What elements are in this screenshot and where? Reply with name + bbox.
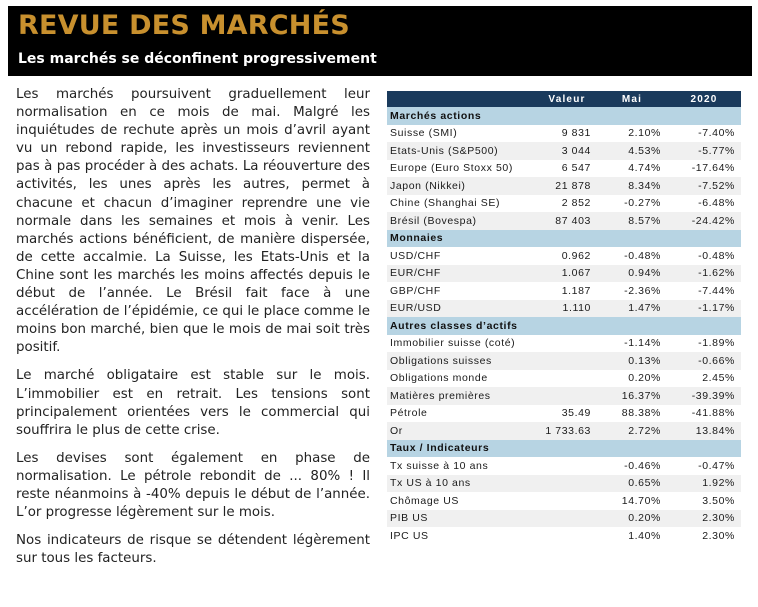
cell-label: EUR/USD — [387, 300, 537, 318]
cell-may-change: 4.74% — [597, 160, 667, 178]
article-paragraph: Nos indicateurs de risque se détendent légèrement sur tous les facteurs. — [16, 533, 370, 567]
table-row — [387, 387, 741, 405]
table-row — [387, 247, 741, 265]
article-body — [16, 86, 370, 578]
article-paragraph: Le marché obligataire est stable sur le mois. L’immobilier est en retrait. Les tensions sont principalement orientées vers le commercial qui souffrira le plus de cette crise. — [16, 368, 370, 438]
cell-ytd-change: -1.62% — [667, 265, 741, 283]
cell-may-change: -0.48% — [597, 247, 667, 265]
cell-label: Immobilier suisse (coté) — [387, 335, 537, 353]
table-row — [387, 510, 741, 528]
section-title: Autres classes d’actifs — [387, 317, 741, 335]
cell-value: 0.962 — [537, 247, 597, 265]
cell-may-change: 88.38% — [597, 405, 667, 423]
cell-label: Obligations monde — [387, 370, 537, 388]
cell-value: 21 878 — [537, 177, 597, 195]
market-table — [387, 91, 741, 545]
cell-label: PIB US — [387, 510, 537, 528]
cell-may-change: 0.94% — [597, 265, 667, 283]
column-header-may: Mai — [597, 91, 667, 107]
cell-ytd-change: 2.30% — [667, 527, 741, 545]
cell-may-change: 0.20% — [597, 510, 667, 528]
cell-ytd-change: -17.64% — [667, 160, 741, 178]
cell-ytd-change: 2.45% — [667, 370, 741, 388]
cell-may-change: 2.72% — [597, 422, 667, 440]
cell-value: 87 403 — [537, 212, 597, 230]
cell-value — [537, 370, 597, 388]
cell-ytd-change: -5.77% — [667, 142, 741, 160]
table-row — [387, 370, 741, 388]
section-title: Taux / Indicateurs — [387, 440, 741, 458]
cell-value: 1.110 — [537, 300, 597, 318]
cell-may-change: 2.10% — [597, 125, 667, 143]
section-header-row — [387, 230, 741, 248]
cell-ytd-change: -1.17% — [667, 300, 741, 318]
cell-ytd-change: -24.42% — [667, 212, 741, 230]
cell-label: Etats-Unis (S&P500) — [387, 142, 537, 160]
cell-ytd-change: -7.40% — [667, 125, 741, 143]
cell-label: Suisse (SMI) — [387, 125, 537, 143]
section-title: Monnaies — [387, 230, 741, 248]
cell-may-change: -0.27% — [597, 195, 667, 213]
table-row — [387, 352, 741, 370]
article-paragraph: Les devises sont également en phase de normalisation. Le pétrole rebondit de ... 80% ! Il reste néanmoins à -40% depuis le début de l’année. L’or progresse légèrement sur le mois. — [16, 450, 370, 521]
header-banner — [8, 6, 752, 76]
table-row — [387, 457, 741, 475]
table-row — [387, 265, 741, 283]
cell-value: 35.49 — [537, 405, 597, 423]
table-row — [387, 160, 741, 178]
cell-label: IPC US — [387, 527, 537, 545]
table-row — [387, 492, 741, 510]
cell-label: Brésil (Bovespa) — [387, 212, 537, 230]
cell-may-change: 1.47% — [597, 300, 667, 318]
cell-label: Tx US à 10 ans — [387, 475, 537, 493]
cell-may-change: 8.57% — [597, 212, 667, 230]
cell-label: Obligations suisses — [387, 352, 537, 370]
column-header-ytd: 2020 — [667, 91, 741, 107]
cell-ytd-change: -0.47% — [667, 457, 741, 475]
cell-value — [537, 335, 597, 353]
cell-value: 1.067 — [537, 265, 597, 283]
cell-label: Chine (Shanghai SE) — [387, 195, 537, 213]
table-row — [387, 405, 741, 423]
cell-may-change: 8.34% — [597, 177, 667, 195]
table-header-row — [387, 91, 741, 107]
cell-may-change: 0.20% — [597, 370, 667, 388]
cell-value: 3 044 — [537, 142, 597, 160]
cell-ytd-change: 13.84% — [667, 422, 741, 440]
section-header-row — [387, 317, 741, 335]
cell-value — [537, 352, 597, 370]
table-row — [387, 125, 741, 143]
cell-value — [537, 475, 597, 493]
table-row — [387, 527, 741, 545]
cell-ytd-change: -1.89% — [667, 335, 741, 353]
page-title: REVUE DES MARCHÉS — [18, 10, 350, 41]
section-header-row — [387, 440, 741, 458]
cell-ytd-change: 1.92% — [667, 475, 741, 493]
table-row — [387, 142, 741, 160]
cell-may-change: 16.37% — [597, 387, 667, 405]
cell-label: USD/CHF — [387, 247, 537, 265]
page-subtitle: Les marchés se déconfinent progressivement — [18, 51, 377, 67]
table-row — [387, 300, 741, 318]
cell-may-change: -0.46% — [597, 457, 667, 475]
cell-may-change: -1.14% — [597, 335, 667, 353]
cell-may-change: 14.70% — [597, 492, 667, 510]
cell-ytd-change: -39.39% — [667, 387, 741, 405]
cell-ytd-change: 3.50% — [667, 492, 741, 510]
cell-label: Tx suisse à 10 ans — [387, 457, 537, 475]
cell-label: GBP/CHF — [387, 282, 537, 300]
cell-value: 6 547 — [537, 160, 597, 178]
section-header-row — [387, 107, 741, 125]
cell-value — [537, 527, 597, 545]
article-paragraph: Les marchés poursuivent graduellement leur normalisation en ce mois de mai. Malgré les inquiétudes de rechute après un mois d’avril ayant vu un rebond rapide, les investisseurs reviennent pas à pas procéder à des achats. La réouverture des activités, les unes après les autres, permet à chacune et chacun d’imaginer reprendre une vie normale dans les semaines et mois à venir. Les marchés actions bénéficient, de manière dispersée, de cette accalmie. La Suisse, les Etats-Unis et la Chine sont les marchés les moins affectés depuis le début de l’année. Le Brésil fait face à une accélération de l’épidémie, ce qui le place comme le moins bon marché, bien que le mois de mai soit très positif. — [16, 87, 370, 356]
cell-value — [537, 492, 597, 510]
cell-value — [537, 457, 597, 475]
cell-label: EUR/CHF — [387, 265, 537, 283]
cell-ytd-change: -6.48% — [667, 195, 741, 213]
cell-ytd-change: -0.48% — [667, 247, 741, 265]
cell-label: Chômage US — [387, 492, 537, 510]
table-row — [387, 195, 741, 213]
cell-ytd-change: -7.52% — [667, 177, 741, 195]
cell-label: Matières premières — [387, 387, 537, 405]
cell-label: Europe (Euro Stoxx 50) — [387, 160, 537, 178]
cell-value: 9 831 — [537, 125, 597, 143]
cell-ytd-change: -7.44% — [667, 282, 741, 300]
table-row — [387, 282, 741, 300]
cell-value: 1 733.63 — [537, 422, 597, 440]
table-row — [387, 212, 741, 230]
table-row — [387, 475, 741, 493]
cell-label: Or — [387, 422, 537, 440]
cell-may-change: 0.65% — [597, 475, 667, 493]
cell-may-change: 1.40% — [597, 527, 667, 545]
column-header-value: Valeur — [537, 91, 597, 107]
cell-may-change: 0.13% — [597, 352, 667, 370]
column-header-label — [387, 91, 537, 107]
cell-value: 2 852 — [537, 195, 597, 213]
cell-label: Japon (Nikkei) — [387, 177, 537, 195]
cell-label: Pétrole — [387, 405, 537, 423]
cell-may-change: -2.36% — [597, 282, 667, 300]
table-body — [387, 107, 741, 545]
cell-may-change: 4.53% — [597, 142, 667, 160]
section-title: Marchés actions — [387, 107, 741, 125]
cell-ytd-change: -41.88% — [667, 405, 741, 423]
cell-value — [537, 387, 597, 405]
cell-ytd-change: 2.30% — [667, 510, 741, 528]
cell-value: 1.187 — [537, 282, 597, 300]
table-row — [387, 422, 741, 440]
table-row — [387, 335, 741, 353]
table-row — [387, 177, 741, 195]
cell-ytd-change: -0.66% — [667, 352, 741, 370]
cell-value — [537, 510, 597, 528]
